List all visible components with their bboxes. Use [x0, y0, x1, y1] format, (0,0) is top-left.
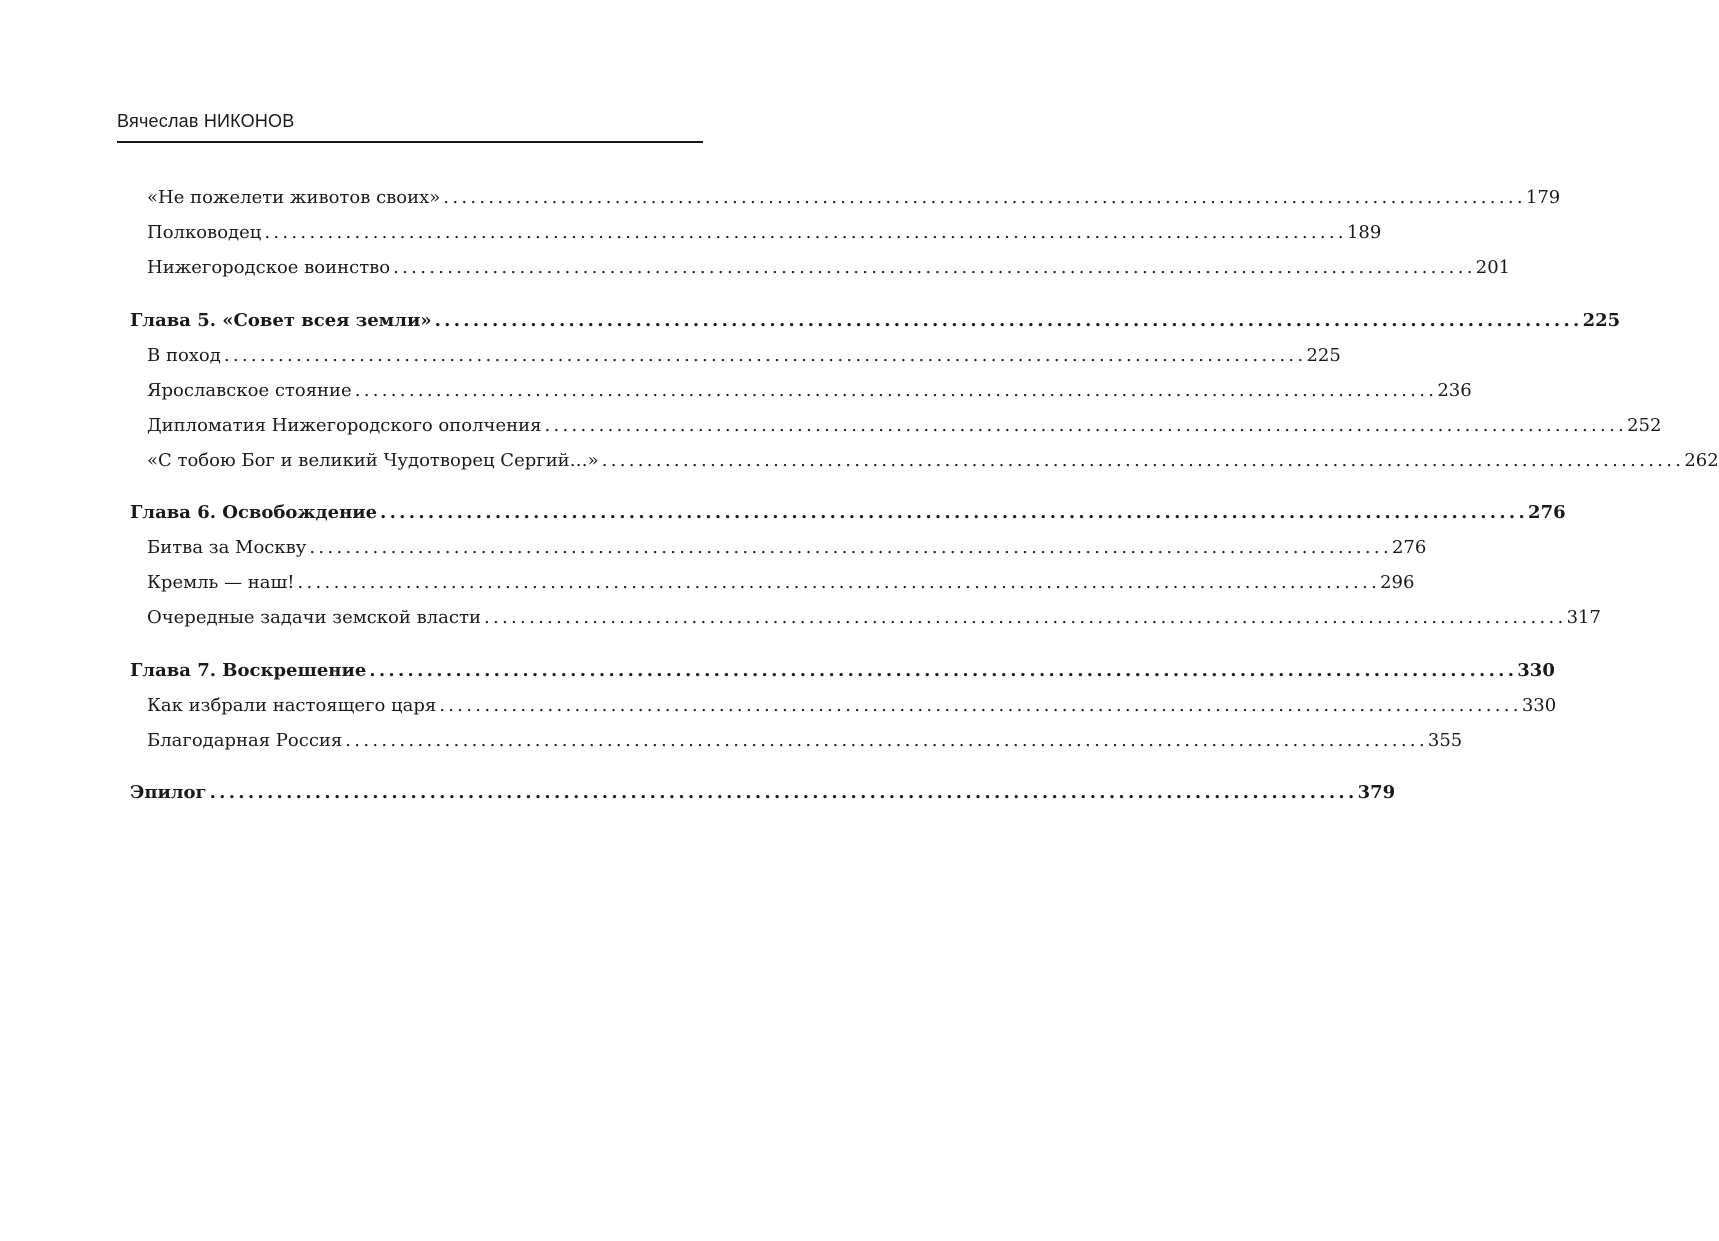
toc-section-entry [130, 688, 1557, 723]
toc-entry-title: Кремль — наш! [147, 572, 295, 593]
toc-entry-title: Битва за Москву [147, 537, 307, 558]
toc-dot-leader: ........................................................................................................................ [434, 309, 1583, 331]
toc-dot-leader: ........................................................................................................................ [223, 344, 1307, 366]
toc-chapter-entry [130, 775, 1396, 810]
toc-dot-leader: ........................................................................................................................ [544, 414, 1628, 436]
toc-entry-page-number: 262 [1684, 449, 1719, 471]
toc-entry-page-number: 330 [1517, 659, 1555, 681]
toc-dot-leader: ........................................................................................................................ [443, 187, 1526, 208]
toc-chapter-entry [130, 653, 1555, 688]
toc-entry-title: «Не пожелети животов своих» [147, 187, 441, 208]
toc-section-entry [130, 180, 1561, 215]
toc-dot-leader: ........................................................................................................................ [483, 607, 1567, 628]
toc-entry-page-number: 225 [1582, 309, 1621, 331]
toc-dot-leader: ........................................................................................................................ [209, 782, 1358, 803]
toc-entry-title: Нижегородское воинство [147, 257, 391, 278]
toc-entry-title: Как избрали настоящего царя [147, 694, 437, 716]
toc-entry-page-number: 296 [1380, 572, 1415, 593]
running-head-author: Вячеслав НИКОНОВ [117, 111, 295, 131]
toc-section-entry [130, 600, 1601, 635]
table-of-contents [130, 180, 1719, 810]
toc-entry-page-number: 252 [1627, 414, 1662, 436]
toc-entry-title: Глава 6. Освобождение [130, 502, 378, 523]
toc-section-entry [130, 215, 1382, 250]
toc-chapter-entry [130, 303, 1621, 338]
toc-section-entry [130, 443, 1719, 478]
toc-dot-leader: ........................................................................................................................ [297, 572, 1381, 593]
toc-entry-title: В поход [147, 344, 221, 366]
toc-dot-leader: ........................................................................................................................ [264, 222, 1347, 243]
toc-entry-page-number: 276 [1391, 537, 1427, 558]
toc-entry-title: Глава 7. Воскрешение [130, 659, 367, 681]
toc-section-entry [130, 530, 1427, 565]
toc-entry-page-number: 201 [1475, 257, 1511, 278]
toc-entry-page-number: 355 [1427, 729, 1463, 751]
toc-dot-leader: ........................................................................................................................ [369, 659, 1518, 681]
toc-dot-leader: ........................................................................................................................ [354, 379, 1438, 401]
toc-entry-page-number: 179 [1525, 187, 1561, 208]
toc-entry-page-number: 330 [1521, 694, 1557, 716]
toc-entry-title: Дипломатия Нижегородского ополчения [147, 414, 542, 436]
toc-dot-leader: ........................................................................................................................ [601, 449, 1685, 471]
toc-entry-page-number: 225 [1306, 344, 1341, 366]
toc-dot-leader: ........................................................................................................................ [439, 694, 1522, 716]
toc-dot-leader: ........................................................................................................................ [345, 729, 1428, 751]
toc-dot-leader: ........................................................................................................................ [380, 502, 1529, 523]
toc-entry-title: «С тобою Бог и великий Чудотворец Сергий…» [147, 449, 599, 471]
toc-section-entry [130, 373, 1472, 408]
toc-entry-page-number: 276 [1528, 502, 1566, 523]
toc-entry-title: Эпилог [130, 782, 207, 803]
toc-entry-title: Глава 5. «Совет всея земли» [130, 309, 432, 331]
toc-section-entry [130, 723, 1463, 758]
toc-section-entry [130, 338, 1341, 373]
header-rule [117, 141, 703, 143]
toc-dot-leader: ........................................................................................................................ [309, 537, 1392, 558]
toc-section-entry [130, 408, 1662, 443]
toc-dot-leader: ........................................................................................................................ [393, 257, 1476, 278]
toc-chapter-entry [130, 495, 1566, 530]
toc-entry-title: Ярославское стояние [147, 379, 352, 401]
toc-section-entry [130, 565, 1415, 600]
toc-entry-title: Благодарная Россия [147, 729, 343, 751]
toc-entry-page-number: 317 [1566, 607, 1601, 628]
toc-entry-title: Полководец [147, 222, 262, 243]
toc-entry-page-number: 236 [1437, 379, 1472, 401]
toc-section-entry [130, 250, 1511, 285]
toc-entry-page-number: 189 [1346, 222, 1382, 243]
toc-entry-page-number: 379 [1357, 782, 1396, 803]
toc-entry-title: Очередные задачи земской власти [147, 607, 481, 628]
